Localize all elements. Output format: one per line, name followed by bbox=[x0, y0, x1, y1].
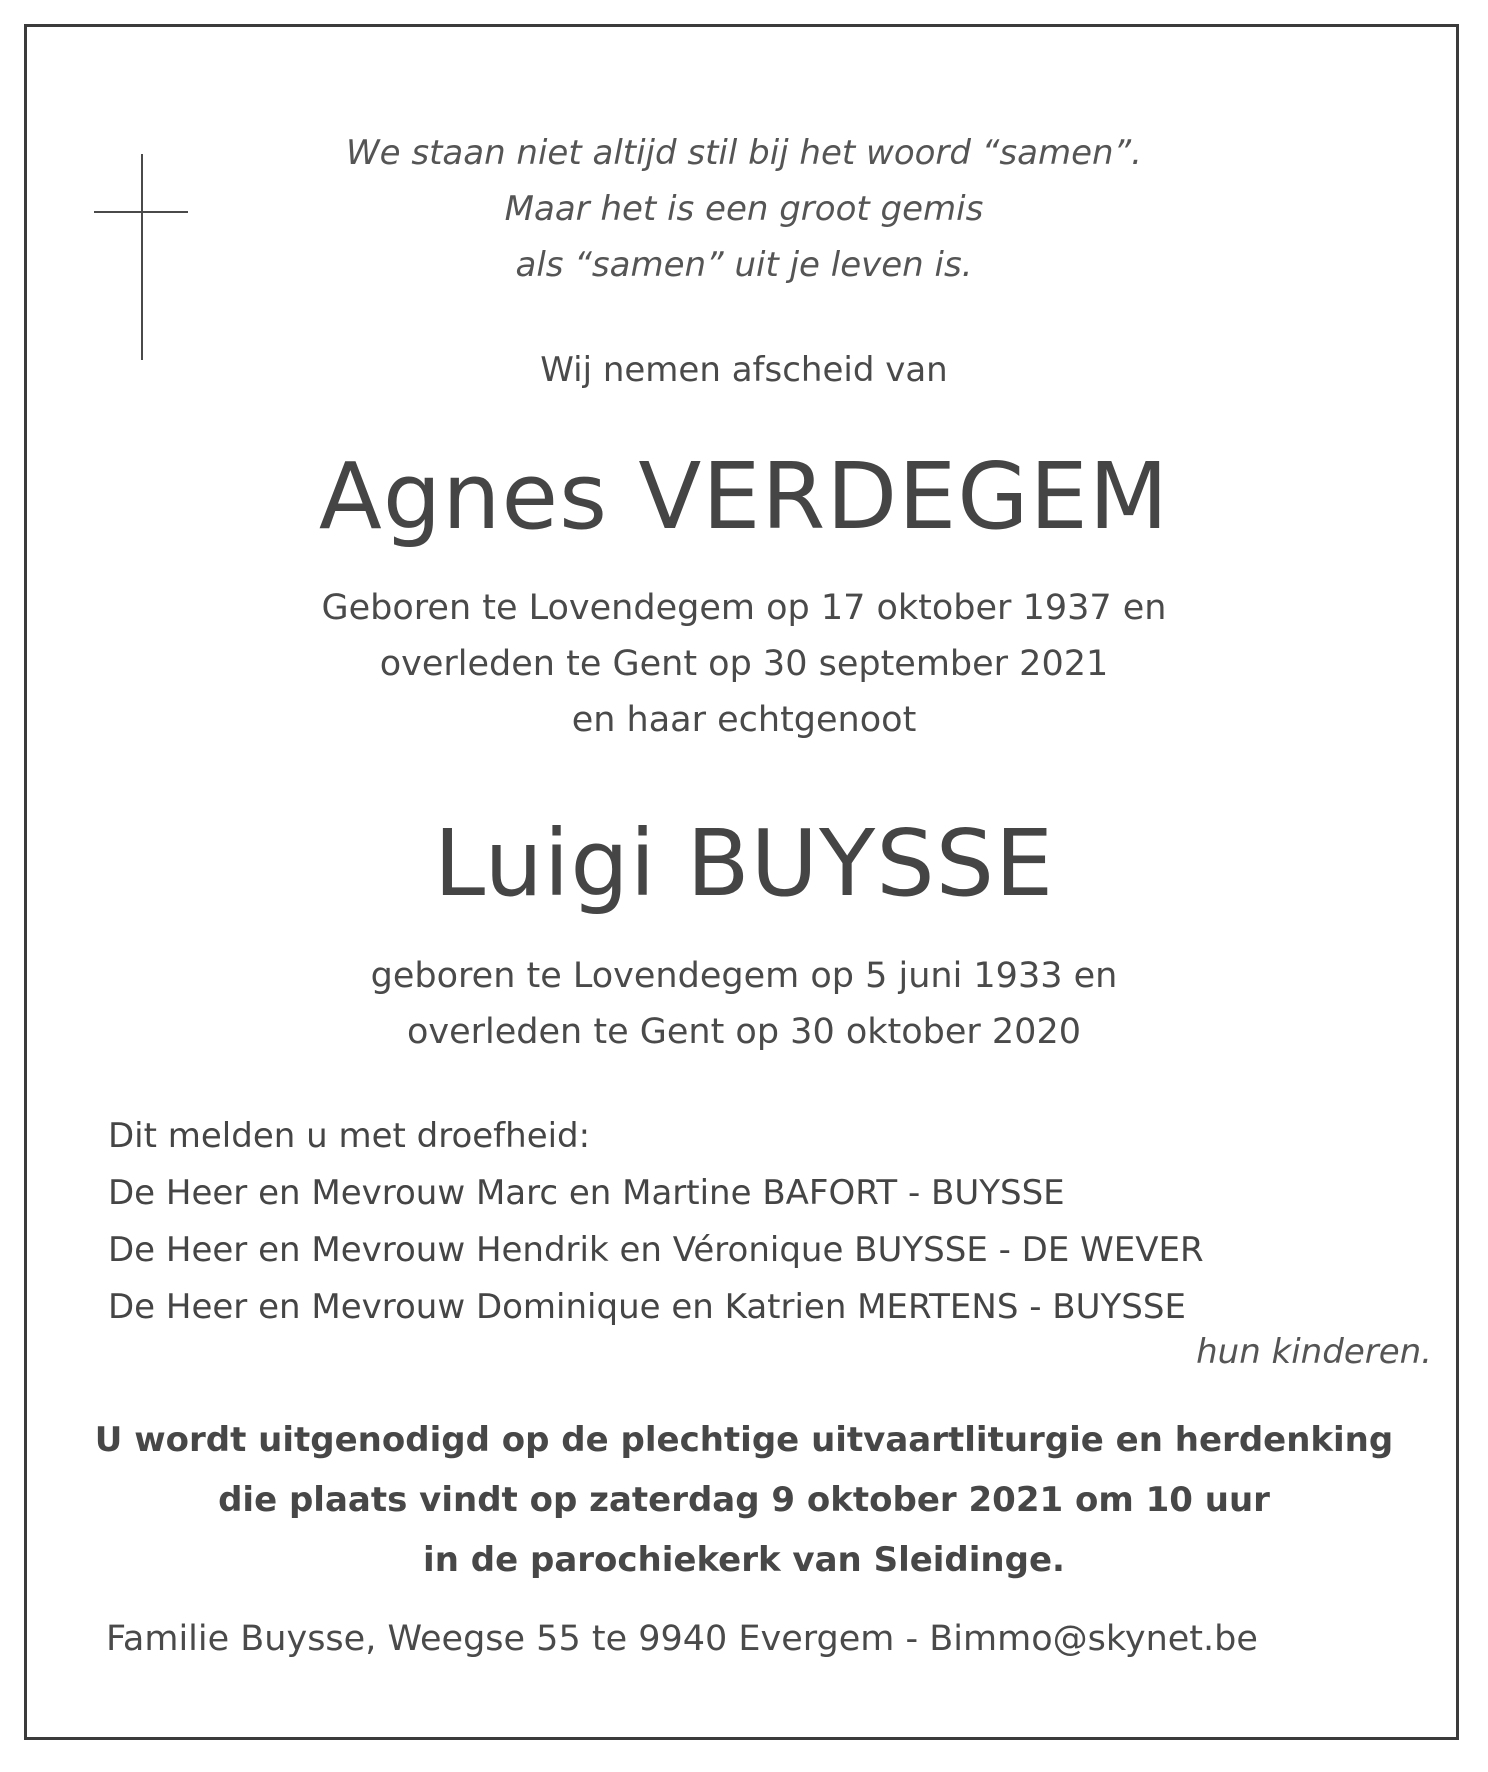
invitation-line-1: U wordt uitgenodigd op de plechtige uitvaartliturgie en herdenking bbox=[94, 1420, 1394, 1460]
person2-line-2: overleden te Gent op 30 oktober 2020 bbox=[406, 1012, 1081, 1052]
family-relation: hun kinderen. bbox=[1196, 1332, 1432, 1372]
invitation-line-2: die plaats vindt op zaterdag 9 oktober 2021 om 10 uur bbox=[218, 1480, 1270, 1520]
poem-line-3: als “samen” uit je leven is. bbox=[515, 245, 973, 285]
footer-contact: Familie Buysse, Weegse 55 te 9940 Evergem - Bimmo@skynet.be bbox=[106, 1619, 1258, 1659]
person2-name: Luigi BUYSSE bbox=[433, 810, 1055, 917]
person1-line-2: overleden te Gent op 30 september 2021 bbox=[379, 644, 1109, 684]
person2-line-1: geboren te Lovendegem op 5 juni 1933 en bbox=[370, 956, 1118, 996]
person1-line-1: Geboren te Lovendegem op 17 oktober 1937 en bbox=[321, 588, 1167, 628]
family-member: De Heer en Mevrouw Marc en Martine BAFORT - BUYSSE bbox=[108, 1173, 1065, 1213]
family-member: De Heer en Mevrouw Dominique en Katrien MERTENS - BUYSSE bbox=[108, 1287, 1186, 1327]
poem-line-2: Maar het is een groot gemis bbox=[504, 189, 984, 229]
poem-line-1: We staan niet altijd stil bij het woord “samen”. bbox=[346, 133, 1142, 173]
family-heading: Dit melden u met droefheid: bbox=[108, 1116, 591, 1156]
person1-name: Agnes VERDEGEM bbox=[318, 443, 1170, 550]
invitation-line-3: in de parochiekerk van Sleidinge. bbox=[423, 1540, 1065, 1580]
intro-text: Wij nemen afscheid van bbox=[540, 350, 948, 390]
family-member: De Heer en Mevrouw Hendrik en Véronique BUYSSE - DE WEVER bbox=[108, 1230, 1204, 1270]
person1-line-3: en haar echtgenoot bbox=[571, 700, 917, 740]
